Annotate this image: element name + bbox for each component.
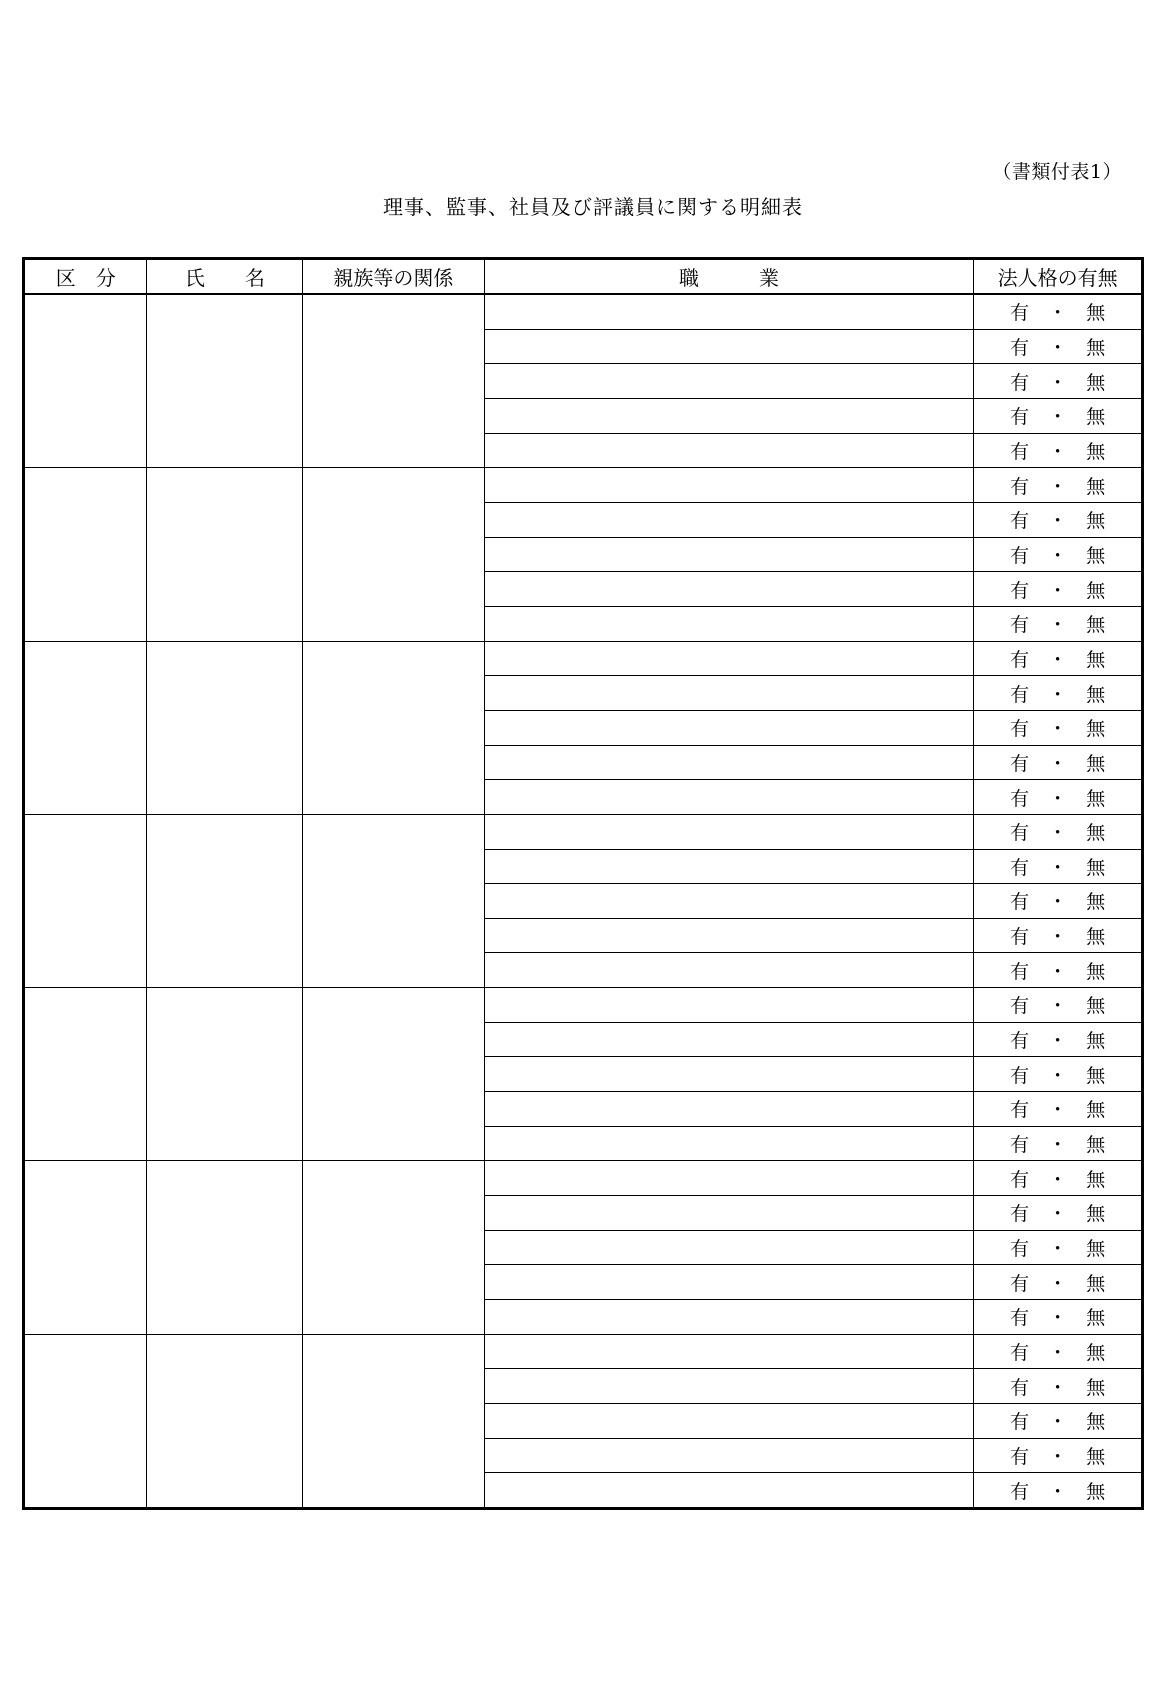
no-option[interactable]: 無 — [1086, 648, 1106, 671]
no-option[interactable]: 無 — [1086, 1168, 1106, 1191]
yes-option[interactable]: 有 — [1010, 752, 1030, 775]
category-cell[interactable] — [24, 294, 147, 468]
corp-status-cell[interactable] — [974, 502, 1143, 537]
yes-option[interactable]: 有 — [1010, 1376, 1030, 1399]
yes-option[interactable]: 有 — [1010, 1099, 1030, 1122]
corp-status-cell[interactable] — [974, 780, 1143, 815]
occupation-cell[interactable] — [484, 745, 974, 780]
occupation-cell[interactable] — [484, 1369, 974, 1404]
yes-option[interactable]: 有 — [1010, 302, 1030, 325]
corp-status-cell[interactable] — [974, 884, 1143, 919]
separator-dot: ・ — [1048, 683, 1068, 706]
no-option[interactable]: 無 — [1086, 371, 1106, 394]
no-option[interactable]: 無 — [1086, 1307, 1106, 1330]
no-option[interactable]: 無 — [1086, 752, 1106, 775]
corp-status-cell[interactable] — [974, 676, 1143, 711]
corp-status-cell[interactable] — [974, 294, 1143, 329]
occupation-cell[interactable] — [484, 1092, 974, 1127]
separator-dot: ・ — [1048, 718, 1068, 741]
separator-dot: ・ — [1048, 1342, 1068, 1365]
yes-option[interactable]: 有 — [1010, 1238, 1030, 1261]
yes-option[interactable]: 有 — [1010, 371, 1030, 394]
occupation-cell[interactable] — [484, 433, 974, 468]
yes-option[interactable]: 有 — [1010, 960, 1030, 983]
category-cell[interactable] — [24, 1161, 147, 1334]
separator-dot: ・ — [1048, 1376, 1068, 1399]
separator-dot: ・ — [1048, 891, 1068, 914]
no-option[interactable]: 無 — [1086, 718, 1106, 741]
yes-option[interactable]: 有 — [1010, 822, 1030, 845]
occupation-cell[interactable] — [484, 1404, 974, 1439]
separator-dot: ・ — [1048, 302, 1068, 325]
occupation-cell[interactable] — [484, 1438, 974, 1473]
relation-cell[interactable] — [303, 641, 484, 814]
corp-status-cell[interactable] — [974, 1265, 1143, 1300]
occupation-cell[interactable] — [484, 849, 974, 884]
separator-dot: ・ — [1048, 995, 1068, 1018]
occupation-cell[interactable] — [484, 780, 974, 815]
yes-option[interactable]: 有 — [1010, 1411, 1030, 1434]
corp-status-cell[interactable] — [974, 1022, 1143, 1057]
category-cell[interactable] — [24, 641, 147, 814]
yes-option[interactable]: 有 — [1010, 1272, 1030, 1295]
category-cell[interactable] — [24, 814, 147, 987]
no-option[interactable]: 無 — [1086, 336, 1106, 359]
corp-status-cell[interactable] — [974, 918, 1143, 953]
corp-status-cell[interactable] — [974, 1300, 1143, 1335]
yes-option[interactable]: 有 — [1010, 891, 1030, 914]
relation-cell[interactable] — [303, 1161, 484, 1334]
occupation-cell[interactable] — [484, 1161, 974, 1196]
no-option[interactable]: 無 — [1086, 995, 1106, 1018]
header-relation: 親族等の関係 — [303, 259, 484, 295]
separator-dot: ・ — [1048, 1307, 1068, 1330]
detail-table — [22, 257, 1144, 1510]
separator-dot: ・ — [1048, 648, 1068, 671]
relation-cell[interactable] — [303, 814, 484, 987]
yes-option[interactable]: 有 — [1010, 579, 1030, 602]
no-option[interactable]: 無 — [1086, 1342, 1106, 1365]
separator-dot: ・ — [1048, 440, 1068, 463]
table-row — [24, 1334, 1143, 1369]
corp-status-cell[interactable] — [974, 1404, 1143, 1439]
occupation-cell[interactable] — [484, 398, 974, 433]
occupation-cell[interactable] — [484, 1334, 974, 1369]
yes-option[interactable]: 有 — [1010, 336, 1030, 359]
name-cell[interactable] — [147, 641, 303, 814]
table-row — [24, 294, 1143, 329]
separator-dot: ・ — [1048, 926, 1068, 949]
no-option[interactable]: 無 — [1086, 544, 1106, 567]
occupation-cell[interactable] — [484, 1022, 974, 1057]
occupation-cell[interactable] — [484, 468, 974, 503]
relation-cell[interactable] — [303, 1334, 484, 1508]
occupation-cell[interactable] — [484, 1196, 974, 1231]
table-row — [24, 988, 1143, 1023]
page-title: 理事、監事、社員及び評議員に関する明細表 — [383, 195, 803, 219]
occupation-cell[interactable] — [484, 814, 974, 849]
separator-dot: ・ — [1048, 510, 1068, 533]
corp-status-cell[interactable] — [974, 1126, 1143, 1161]
separator-dot: ・ — [1048, 822, 1068, 845]
occupation-cell[interactable] — [484, 537, 974, 572]
separator-dot: ・ — [1048, 1203, 1068, 1226]
no-option[interactable]: 無 — [1086, 1480, 1106, 1503]
no-option[interactable]: 無 — [1086, 1099, 1106, 1122]
category-cell[interactable] — [24, 1334, 147, 1508]
yes-option[interactable]: 有 — [1010, 1064, 1030, 1087]
corp-status-cell[interactable] — [974, 1092, 1143, 1127]
separator-dot: ・ — [1048, 1064, 1068, 1087]
yes-option[interactable]: 有 — [1010, 440, 1030, 463]
corp-status-cell[interactable] — [974, 1473, 1143, 1509]
occupation-cell[interactable] — [484, 606, 974, 641]
no-option[interactable]: 無 — [1086, 579, 1106, 602]
occupation-cell[interactable] — [484, 1126, 974, 1161]
no-option[interactable]: 無 — [1086, 302, 1106, 325]
separator-dot: ・ — [1048, 1445, 1068, 1468]
separator-dot: ・ — [1048, 544, 1068, 567]
no-option[interactable]: 無 — [1086, 1203, 1106, 1226]
yes-option[interactable]: 有 — [1010, 648, 1030, 671]
no-option[interactable]: 無 — [1086, 1411, 1106, 1434]
corp-status-cell[interactable] — [974, 1230, 1143, 1265]
occupation-cell[interactable] — [484, 1473, 974, 1509]
header-row — [24, 259, 1143, 295]
occupation-cell[interactable] — [484, 884, 974, 919]
occupation-cell[interactable] — [484, 710, 974, 745]
separator-dot: ・ — [1048, 1030, 1068, 1053]
occupation-cell[interactable] — [484, 641, 974, 676]
occupation-cell[interactable] — [484, 676, 974, 711]
separator-dot: ・ — [1048, 1480, 1068, 1503]
name-cell[interactable] — [147, 988, 303, 1161]
corp-status-cell[interactable] — [974, 1334, 1143, 1369]
corp-status-cell[interactable] — [974, 988, 1143, 1023]
name-cell[interactable] — [147, 294, 303, 468]
separator-dot: ・ — [1048, 579, 1068, 602]
yes-option[interactable]: 有 — [1010, 544, 1030, 567]
separator-dot: ・ — [1048, 1134, 1068, 1157]
separator-dot: ・ — [1048, 856, 1068, 879]
name-cell[interactable] — [147, 814, 303, 987]
no-option[interactable]: 無 — [1086, 1272, 1106, 1295]
corp-status-cell[interactable] — [974, 953, 1143, 988]
relation-cell[interactable] — [303, 468, 484, 641]
yes-option[interactable]: 有 — [1010, 683, 1030, 706]
corp-status-cell[interactable] — [974, 641, 1143, 676]
corp-status-cell[interactable] — [974, 537, 1143, 572]
occupation-cell[interactable] — [484, 988, 974, 1023]
separator-dot: ・ — [1048, 1099, 1068, 1122]
corp-status-cell[interactable] — [974, 468, 1143, 503]
corp-status-cell[interactable] — [974, 364, 1143, 399]
name-cell[interactable] — [147, 1161, 303, 1334]
corp-status-cell[interactable] — [974, 710, 1143, 745]
no-option[interactable]: 無 — [1086, 891, 1106, 914]
name-cell[interactable] — [147, 1334, 303, 1508]
corp-status-cell[interactable] — [974, 745, 1143, 780]
corp-status-cell[interactable] — [974, 572, 1143, 607]
no-option[interactable]: 無 — [1086, 614, 1106, 637]
name-cell[interactable] — [147, 468, 303, 641]
yes-option[interactable]: 有 — [1010, 1134, 1030, 1157]
no-option[interactable]: 無 — [1086, 926, 1106, 949]
corp-status-cell[interactable] — [974, 1369, 1143, 1404]
occupation-cell[interactable] — [484, 364, 974, 399]
corp-status-cell[interactable] — [974, 1438, 1143, 1473]
yes-option[interactable]: 有 — [1010, 926, 1030, 949]
no-option[interactable]: 無 — [1086, 440, 1106, 463]
occupation-cell[interactable] — [484, 918, 974, 953]
separator-dot: ・ — [1048, 1411, 1068, 1434]
header-corp-status: 法人格の有無 — [974, 259, 1143, 295]
category-cell[interactable] — [24, 988, 147, 1161]
separator-dot: ・ — [1048, 371, 1068, 394]
separator-dot: ・ — [1048, 614, 1068, 637]
occupation-cell[interactable] — [484, 1300, 974, 1335]
no-option[interactable]: 無 — [1086, 1445, 1106, 1468]
corp-status-cell[interactable] — [974, 1196, 1143, 1231]
yes-option[interactable]: 有 — [1010, 1203, 1030, 1226]
no-option[interactable]: 無 — [1086, 1238, 1106, 1261]
table-row — [24, 468, 1143, 503]
corp-status-cell[interactable] — [974, 398, 1143, 433]
table-row — [24, 641, 1143, 676]
table-row — [24, 1161, 1143, 1196]
yes-option[interactable]: 有 — [1010, 614, 1030, 637]
corp-status-cell[interactable] — [974, 329, 1143, 364]
corp-status-cell[interactable] — [974, 606, 1143, 641]
yes-option[interactable]: 有 — [1010, 718, 1030, 741]
no-option[interactable]: 無 — [1086, 856, 1106, 879]
table-row — [24, 814, 1143, 849]
no-option[interactable]: 無 — [1086, 510, 1106, 533]
occupation-cell[interactable] — [484, 502, 974, 537]
corp-status-cell[interactable] — [974, 1057, 1143, 1092]
no-option[interactable]: 無 — [1086, 1376, 1106, 1399]
no-option[interactable]: 無 — [1086, 960, 1106, 983]
occupation-cell[interactable] — [484, 1230, 974, 1265]
yes-option[interactable]: 有 — [1010, 856, 1030, 879]
form-label: （書類付表1） — [992, 161, 1122, 183]
separator-dot: ・ — [1048, 336, 1068, 359]
separator-dot: ・ — [1048, 1168, 1068, 1191]
header-name: 氏 名 — [147, 259, 303, 295]
yes-option[interactable]: 有 — [1010, 1480, 1030, 1503]
no-option[interactable]: 無 — [1086, 1134, 1106, 1157]
relation-cell[interactable] — [303, 294, 484, 468]
occupation-cell[interactable] — [484, 1057, 974, 1092]
category-cell[interactable] — [24, 468, 147, 641]
yes-option[interactable]: 有 — [1010, 1168, 1030, 1191]
yes-option[interactable]: 有 — [1010, 995, 1030, 1018]
corp-status-cell[interactable] — [974, 814, 1143, 849]
no-option[interactable]: 無 — [1086, 822, 1106, 845]
yes-option[interactable]: 有 — [1010, 1307, 1030, 1330]
no-option[interactable]: 無 — [1086, 1030, 1106, 1053]
separator-dot: ・ — [1048, 752, 1068, 775]
yes-option[interactable]: 有 — [1010, 510, 1030, 533]
header-occupation: 職 業 — [484, 259, 974, 295]
no-option[interactable]: 無 — [1086, 683, 1106, 706]
yes-option[interactable]: 有 — [1010, 787, 1030, 810]
separator-dot: ・ — [1048, 787, 1068, 810]
no-option[interactable]: 無 — [1086, 475, 1106, 498]
occupation-cell[interactable] — [484, 572, 974, 607]
occupation-cell[interactable] — [484, 329, 974, 364]
yes-option[interactable]: 有 — [1010, 1030, 1030, 1053]
yes-option[interactable]: 有 — [1010, 1342, 1030, 1365]
corp-status-cell[interactable] — [974, 1161, 1143, 1196]
separator-dot: ・ — [1048, 475, 1068, 498]
corp-status-cell[interactable] — [974, 433, 1143, 468]
no-option[interactable]: 無 — [1086, 1064, 1106, 1087]
yes-option[interactable]: 有 — [1010, 475, 1030, 498]
yes-option[interactable]: 有 — [1010, 1445, 1030, 1468]
separator-dot: ・ — [1048, 1272, 1068, 1295]
yes-option[interactable]: 有 — [1010, 406, 1030, 429]
separator-dot: ・ — [1048, 1238, 1068, 1261]
corp-status-cell[interactable] — [974, 849, 1143, 884]
separator-dot: ・ — [1048, 406, 1068, 429]
no-option[interactable]: 無 — [1086, 787, 1106, 810]
occupation-cell[interactable] — [484, 294, 974, 329]
separator-dot: ・ — [1048, 960, 1068, 983]
occupation-cell[interactable] — [484, 953, 974, 988]
occupation-cell[interactable] — [484, 1265, 974, 1300]
relation-cell[interactable] — [303, 988, 484, 1161]
no-option[interactable]: 無 — [1086, 406, 1106, 429]
header-category: 区 分 — [24, 259, 147, 295]
